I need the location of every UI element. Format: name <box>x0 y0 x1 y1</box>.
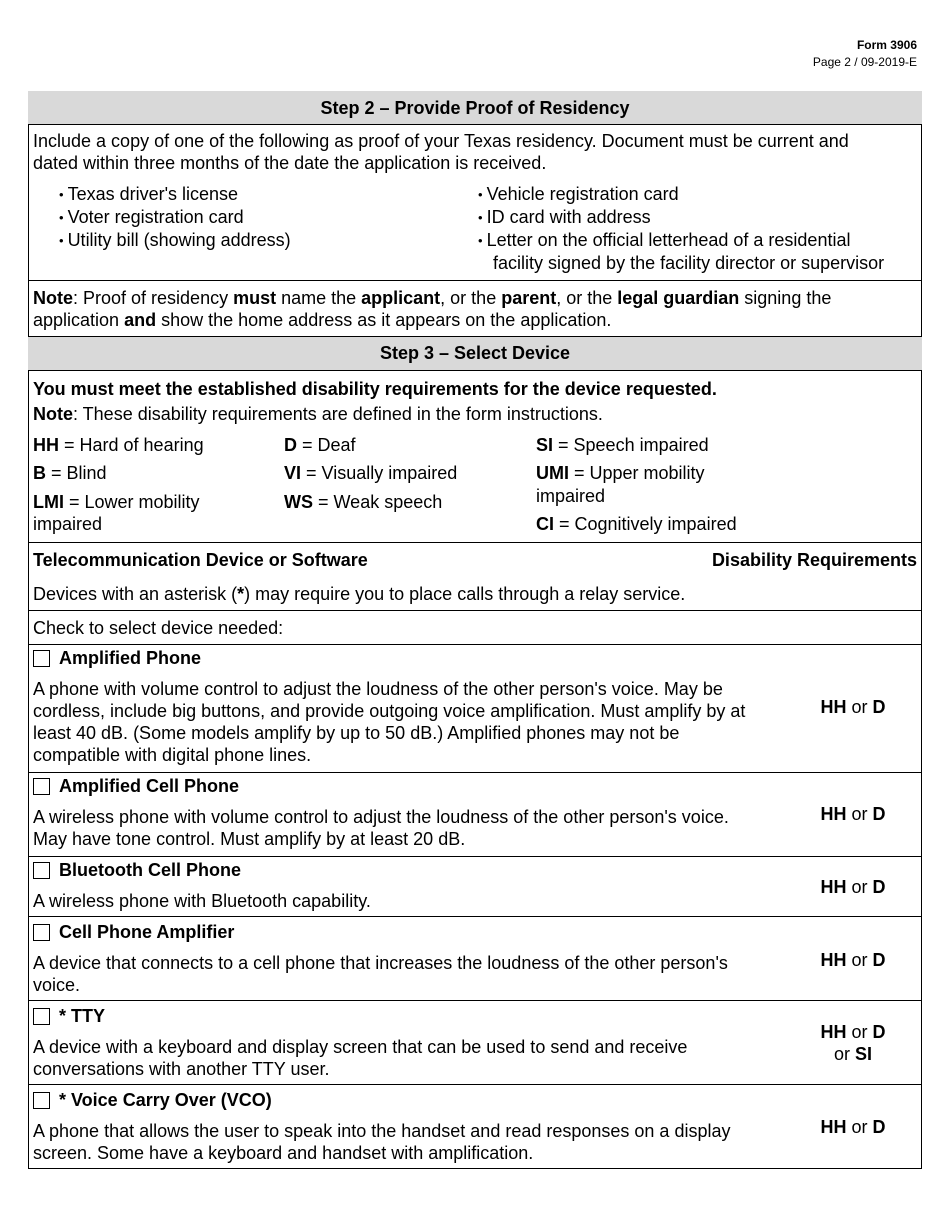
device-description: A device that connects to a cell phone that increases the loudness of the other person's voice. <box>33 953 728 995</box>
device-description: A phone with volume control to adjust the loudness of the other person's voice. May be cordless, include big buttons, and provide outgoing voice amplification. Must amplify by at least 40 dB. (Some models amplify by up to 50 dB.) Amplified phones may not be compatible with digital phone lines. <box>33 679 746 765</box>
device-requirements: HH or D <box>820 950 886 970</box>
abbr-umi-continued: impaired <box>536 486 606 506</box>
form-number: Form 3906 <box>856 38 917 52</box>
device-requirements: HH or D <box>820 1117 886 1137</box>
divider <box>28 916 922 917</box>
residency-item-continued: facility signed by the facility director or supervisor <box>493 253 885 273</box>
frame-bottom <box>28 1168 922 1169</box>
amplified-cell-phone-checkbox[interactable] <box>33 778 50 795</box>
divider <box>28 124 922 125</box>
cell-phone-amplifier-checkbox[interactable] <box>33 924 50 941</box>
abbr-d: D = Deaf <box>284 435 356 455</box>
divider <box>28 280 922 281</box>
device-description: A device with a keyboard and display screen that can be used to send and receive conversations with another TTY user. <box>33 1037 688 1079</box>
device-name: Amplified Cell Phone <box>59 776 240 796</box>
column-header-requirements: Disability Requirements <box>711 550 917 570</box>
device-description: A wireless phone with volume control to adjust the loudness of the other person's voice. May have tone control. Must amplify by at least 20 dB. <box>33 807 729 849</box>
divider <box>28 370 922 371</box>
step3-title: Step 3 – Select Device <box>379 343 571 363</box>
step3-requirement: You must meet the established disability requirements for the device requested. <box>33 379 717 399</box>
frame-right <box>921 91 922 1169</box>
tty-checkbox[interactable] <box>33 1008 50 1025</box>
step2-intro-line1: Include a copy of one of the following as proof of your Texas residency. Document must be current and <box>33 131 849 151</box>
residency-item: • Vehicle registration card <box>478 183 679 207</box>
abbr-lmi-continued: impaired <box>33 514 103 534</box>
abbr-si: SI = Speech impaired <box>536 435 709 455</box>
divider <box>28 610 922 611</box>
step2-note-line2: application and show the home address as it appears on the application. <box>33 310 612 330</box>
abbr-hh: HH = Hard of hearing <box>33 435 204 455</box>
abbr-umi: UMI = Upper mobility <box>536 463 705 483</box>
step2-title: Step 2 – Provide Proof of Residency <box>320 98 630 118</box>
step2-intro-line2: dated within three months of the date the application is received. <box>33 153 547 173</box>
frame-left <box>28 91 29 1169</box>
device-description: A phone that allows the user to speak into the handset and read responses on a display screen. Some have a keyboard and handset with amplification. <box>33 1121 731 1163</box>
divider <box>28 1084 922 1085</box>
step3-note: Note: These disability requirements are defined in the form instructions. <box>33 404 603 424</box>
device-requirements: HH or D <box>820 697 886 717</box>
device-name: Amplified Phone <box>59 648 202 668</box>
device-name: Cell Phone Amplifier <box>59 922 235 942</box>
residency-item: • Utility bill (showing address) <box>59 229 291 253</box>
device-name: Bluetooth Cell Phone <box>59 860 241 880</box>
step2-header <box>28 91 922 125</box>
abbr-b: B = Blind <box>33 463 107 483</box>
device-name: * TTY <box>59 1006 106 1026</box>
abbr-ci: CI = Cognitively impaired <box>536 514 737 534</box>
residency-item: • Letter on the official letterhead of a residential <box>478 229 850 253</box>
residency-item: • ID card with address <box>478 206 651 230</box>
abbr-vi: VI = Visually impaired <box>284 463 458 483</box>
device-requirements: HH or D <box>820 804 886 824</box>
divider <box>28 542 922 543</box>
divider <box>28 644 922 645</box>
device-requirements: HH or D or SI <box>820 1022 886 1064</box>
divider <box>28 1000 922 1001</box>
asterisk-note: Devices with an asterisk (*) may require you to place calls through a relay service. <box>33 584 686 604</box>
divider <box>28 856 922 857</box>
check-prompt: Check to select device needed: <box>33 618 284 638</box>
amplified-phone-checkbox[interactable] <box>33 650 50 667</box>
abbr-lmi: LMI = Lower mobility <box>33 492 200 512</box>
residency-item: • Voter registration card <box>59 206 244 230</box>
device-name: * Voice Carry Over (VCO) <box>59 1090 272 1110</box>
bluetooth-cell-phone-checkbox[interactable] <box>33 862 50 879</box>
vco-checkbox[interactable] <box>33 1092 50 1109</box>
page-info: Page 2 / 09-2019-E <box>812 55 917 69</box>
device-description: A wireless phone with Bluetooth capability. <box>33 891 371 911</box>
abbr-ws: WS = Weak speech <box>284 492 443 512</box>
residency-item: • Texas driver's license <box>59 183 238 207</box>
device-requirements: HH or D <box>820 877 886 897</box>
divider <box>28 772 922 773</box>
step3-header <box>28 337 922 370</box>
column-header-device: Telecommunication Device or Software <box>33 550 368 570</box>
step2-note-line1: Note: Proof of residency must name the applicant, or the parent, or the legal guardian signing the <box>33 288 832 308</box>
